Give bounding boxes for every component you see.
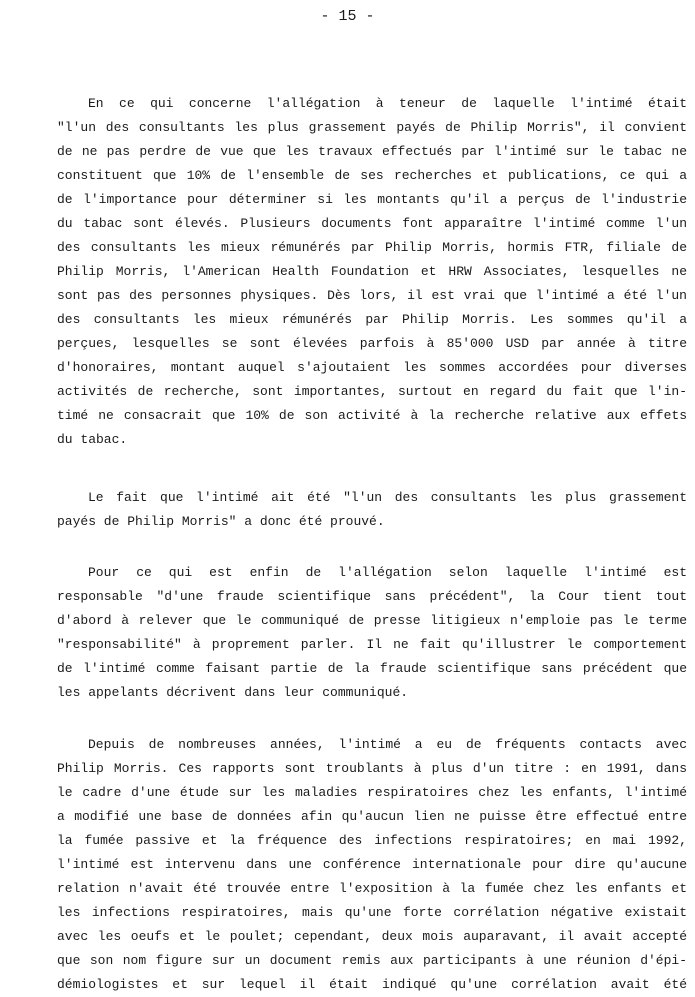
text-line: responsable "d'une fraude scientifique sans précédent", la Cour tient tout (57, 589, 687, 604)
text-line: des consultants les mieux rémunérés par Philip Morris, hormis FTR, filiale de (57, 240, 687, 255)
text-line: Pour ce qui est enfin de l'allégation selon laquelle l'intimé est (88, 565, 687, 580)
text-line: "l'un des consultants les plus grassement payés de Philip Morris", il convient (57, 120, 687, 135)
text-line: les appelants décrivent dans leur communiqué. (57, 685, 409, 700)
text-line: avec les oeufs et le poulet; cependant, deux mois auparavant, il avait accepté (57, 929, 687, 944)
text-line: que son nom figure sur un document remis aux participants à une réunion d'épi- (57, 953, 687, 968)
text-line: sont pas des personnes physiques. Dès lors, il est vrai que l'intimé a été l'un (57, 288, 687, 303)
paragraph-scientific-fraud (57, 561, 687, 705)
text-line: de l'importance pour déterminer si les montants qu'il a perçus de l'industrie (57, 192, 687, 207)
text-line: Depuis de nombreuses années, l'intimé a eu de fréquents contacts avec (88, 737, 687, 752)
text-line: "responsabilité" à proprement parler. Il ne fait qu'illustrer le comportement (57, 637, 687, 652)
text-line: l'intimé est intervenu dans une conférence internationale pour dire qu'aucune (57, 857, 687, 872)
text-line: de l'intimé comme faisant partie de la fraude scientifique sans précédent que (57, 661, 687, 676)
text-line: payés de Philip Morris" a donc été prouvé. (57, 514, 385, 529)
text-line: Philip Morris, l'American Health Foundation et HRW Associates, lesquelles ne (57, 264, 687, 279)
text-line: constituent que 10% de l'ensemble de ses recherches et publications, ce qui a (57, 168, 687, 183)
text-line: des consultants les mieux rémunérés par Philip Morris. Les sommes qu'il a (57, 312, 687, 327)
text-line: les infections respiratoires, mais qu'une forte corrélation négative existait (57, 905, 687, 920)
text-line: d'abord à relever que le communiqué de presse litigieux n'emploie pas le terme (57, 613, 687, 628)
text-line: Philip Morris. Ces rapports sont troublants à plus d'un titre : en 1991, dans (57, 761, 687, 776)
page-number: - 15 - (320, 8, 375, 25)
text-line: la fumée passive et la fréquence des infections respiratoires; en mai 1992, (57, 833, 687, 848)
text-line: relation n'avait été trouvée entre l'exposition à la fumée chez les enfants et (57, 881, 687, 896)
paragraph-philip-morris-contacts (57, 733, 687, 997)
text-line: le cadre d'une étude sur les maladies respiratoires chez les enfants, l'intimé (57, 785, 687, 800)
text-line: du tabac sont élevés. Plusieurs documents font apparaître l'intimé comme l'un (57, 216, 687, 231)
text-line: Le fait que l'intimé ait été "l'un des consultants les plus grassement (88, 490, 687, 505)
text-line: démiologistes et sur lequel il était indiqué qu'une corrélation avait été (57, 977, 687, 992)
text-line: timé ne consacrait que 10% de son activité à la recherche relative aux effets (57, 408, 687, 423)
text-line: d'honoraires, montant auquel s'ajoutaient les sommes accordées pour diverses (57, 360, 687, 375)
text-line: perçues, lesquelles se sont élevées parfois à 85'000 USD par année à titre (57, 336, 687, 351)
text-line: En ce qui concerne l'allégation à teneur de laquelle l'intimé était (88, 96, 687, 111)
text-line: du tabac. (57, 432, 128, 447)
paragraph-proven (57, 486, 687, 534)
text-line: activités de recherche, sont importantes, surtout en regard du fait que l'in- (57, 384, 687, 399)
text-line: de ne pas perdre de vue que les travaux effectués par l'intimé sur le tabac ne (57, 144, 687, 159)
paragraph-paid-consultant (57, 92, 687, 452)
text-line: a modifié une base de données afin qu'aucun lien ne puisse être effectué entre (57, 809, 687, 824)
